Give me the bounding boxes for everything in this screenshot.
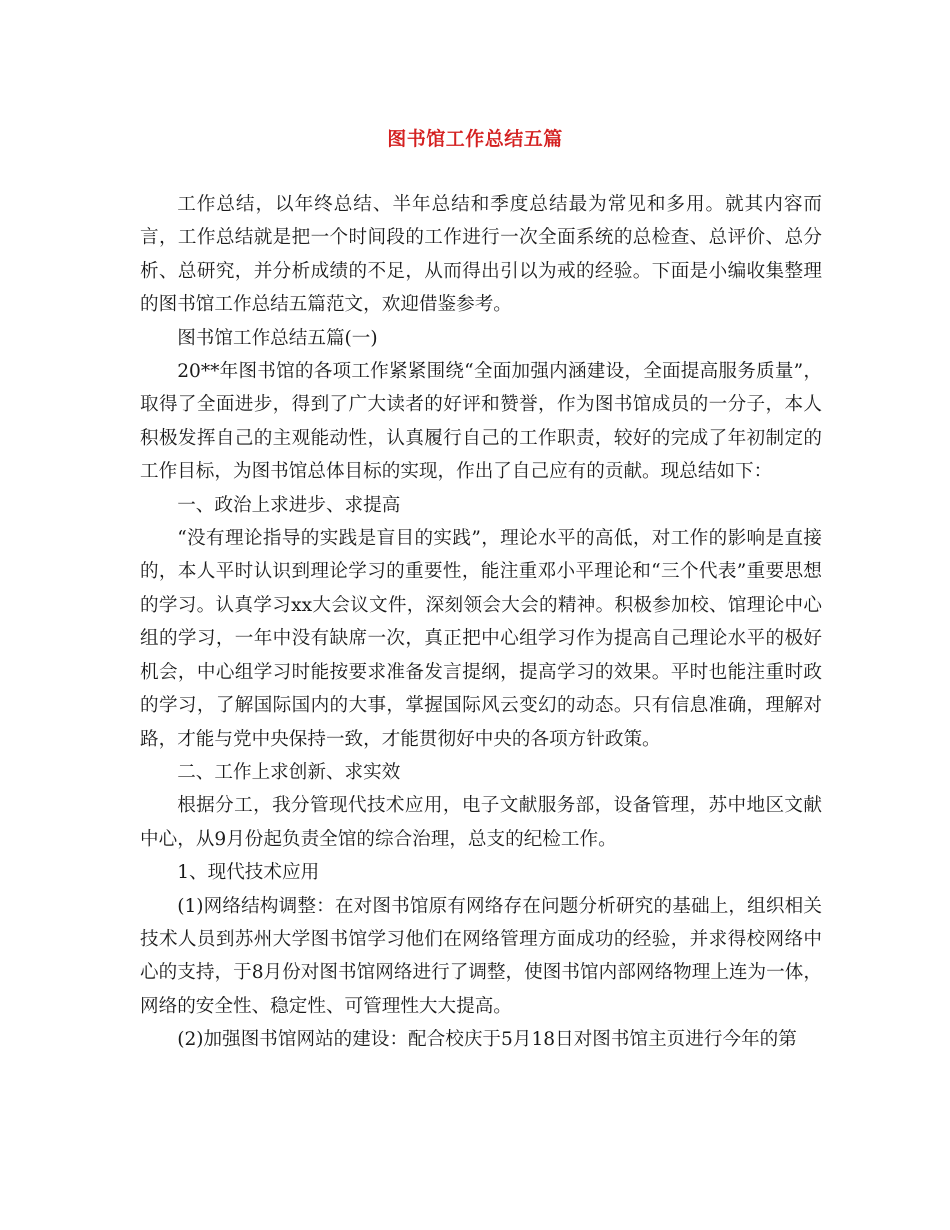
- section-heading: 图书馆工作总结五篇(一): [177, 327, 378, 349]
- section-heading: 一、政治上求进步、求提高: [177, 494, 401, 516]
- body-paragraph: (2)加强图书馆网站的建设：配合校庆于5月18日对图书馆主页进行今年的第: [177, 1029, 797, 1051]
- body-paragraph: (1)网络结构调整：在对图书馆原有网络存在问题分析研究的基础上，组织相关技术人员到苏州大学图书馆学习他们在网络管理方面成功的经验，并求得校网络中心的支持，于8月份对图书馆网络进行了调整，使图书馆内部网络物理上连为一体，网络的安全性、稳定性、可管理性大大提高。: [140, 895, 822, 1017]
- document-title: 图书馆工作总结五篇: [387, 128, 563, 150]
- section-heading: 二、工作上求创新、求实效: [177, 761, 401, 783]
- body-paragraph: 20**年图书馆的各项工作紧紧围绕“全面加强内涵建设，全面提高服务质量”，取得了全面进步，得到了广大读者的好评和赞誉，作为图书馆成员的一分子，本人积极发挥自己的主观能动性，认真履行自己的工作职责，较好的完成了年初制定的工作目标，为图书馆总体目标的实现，作出了自己应有的贡献。现总结如下：: [140, 361, 822, 483]
- body-paragraph: “没有理论指导的实践是盲目的实践”，理论水平的高低，对工作的影响是直接的，本人平时认识到理论学习的重要性，能注重邓小平理论和“三个代表”重要思想的学习。认真学习xx大会议文件，深刻领会大会的精神。积极参加校、馆理论中心组的学习，一年中没有缺席一次，真正把中心组学习作为提高自己理论水平的极好机会，中心组学习时能按要求准备发言提纲，提高学习的效果。平时也能注重时政的学习，了解国际国内的大事，掌握国际风云变幻的动态。只有信息准确，理解对路，才能与党中央保持一致，才能贯彻好中央的各项方针政策。: [140, 528, 822, 750]
- body-paragraph: 根据分工，我分管现代技术应用，电子文献服务部，设备管理，苏中地区文献中心，从9月份起负责全馆的综合治理，总支的纪检工作。: [140, 795, 822, 850]
- document-body: [140, 188, 822, 1057]
- intro-paragraph: 工作总结，以年终总结、半年总结和季度总结最为常见和多用。就其内容而言，工作总结就是把一个时间段的工作进行一次全面系统的总检查、总评价、总分析、总研究，并分析成绩的不足，从而得出引以为戒的经验。下面是小编收集整理的图书馆工作总结五篇范文，欢迎借鉴参考。: [140, 194, 822, 316]
- section-heading: 1、现代技术应用: [177, 862, 320, 884]
